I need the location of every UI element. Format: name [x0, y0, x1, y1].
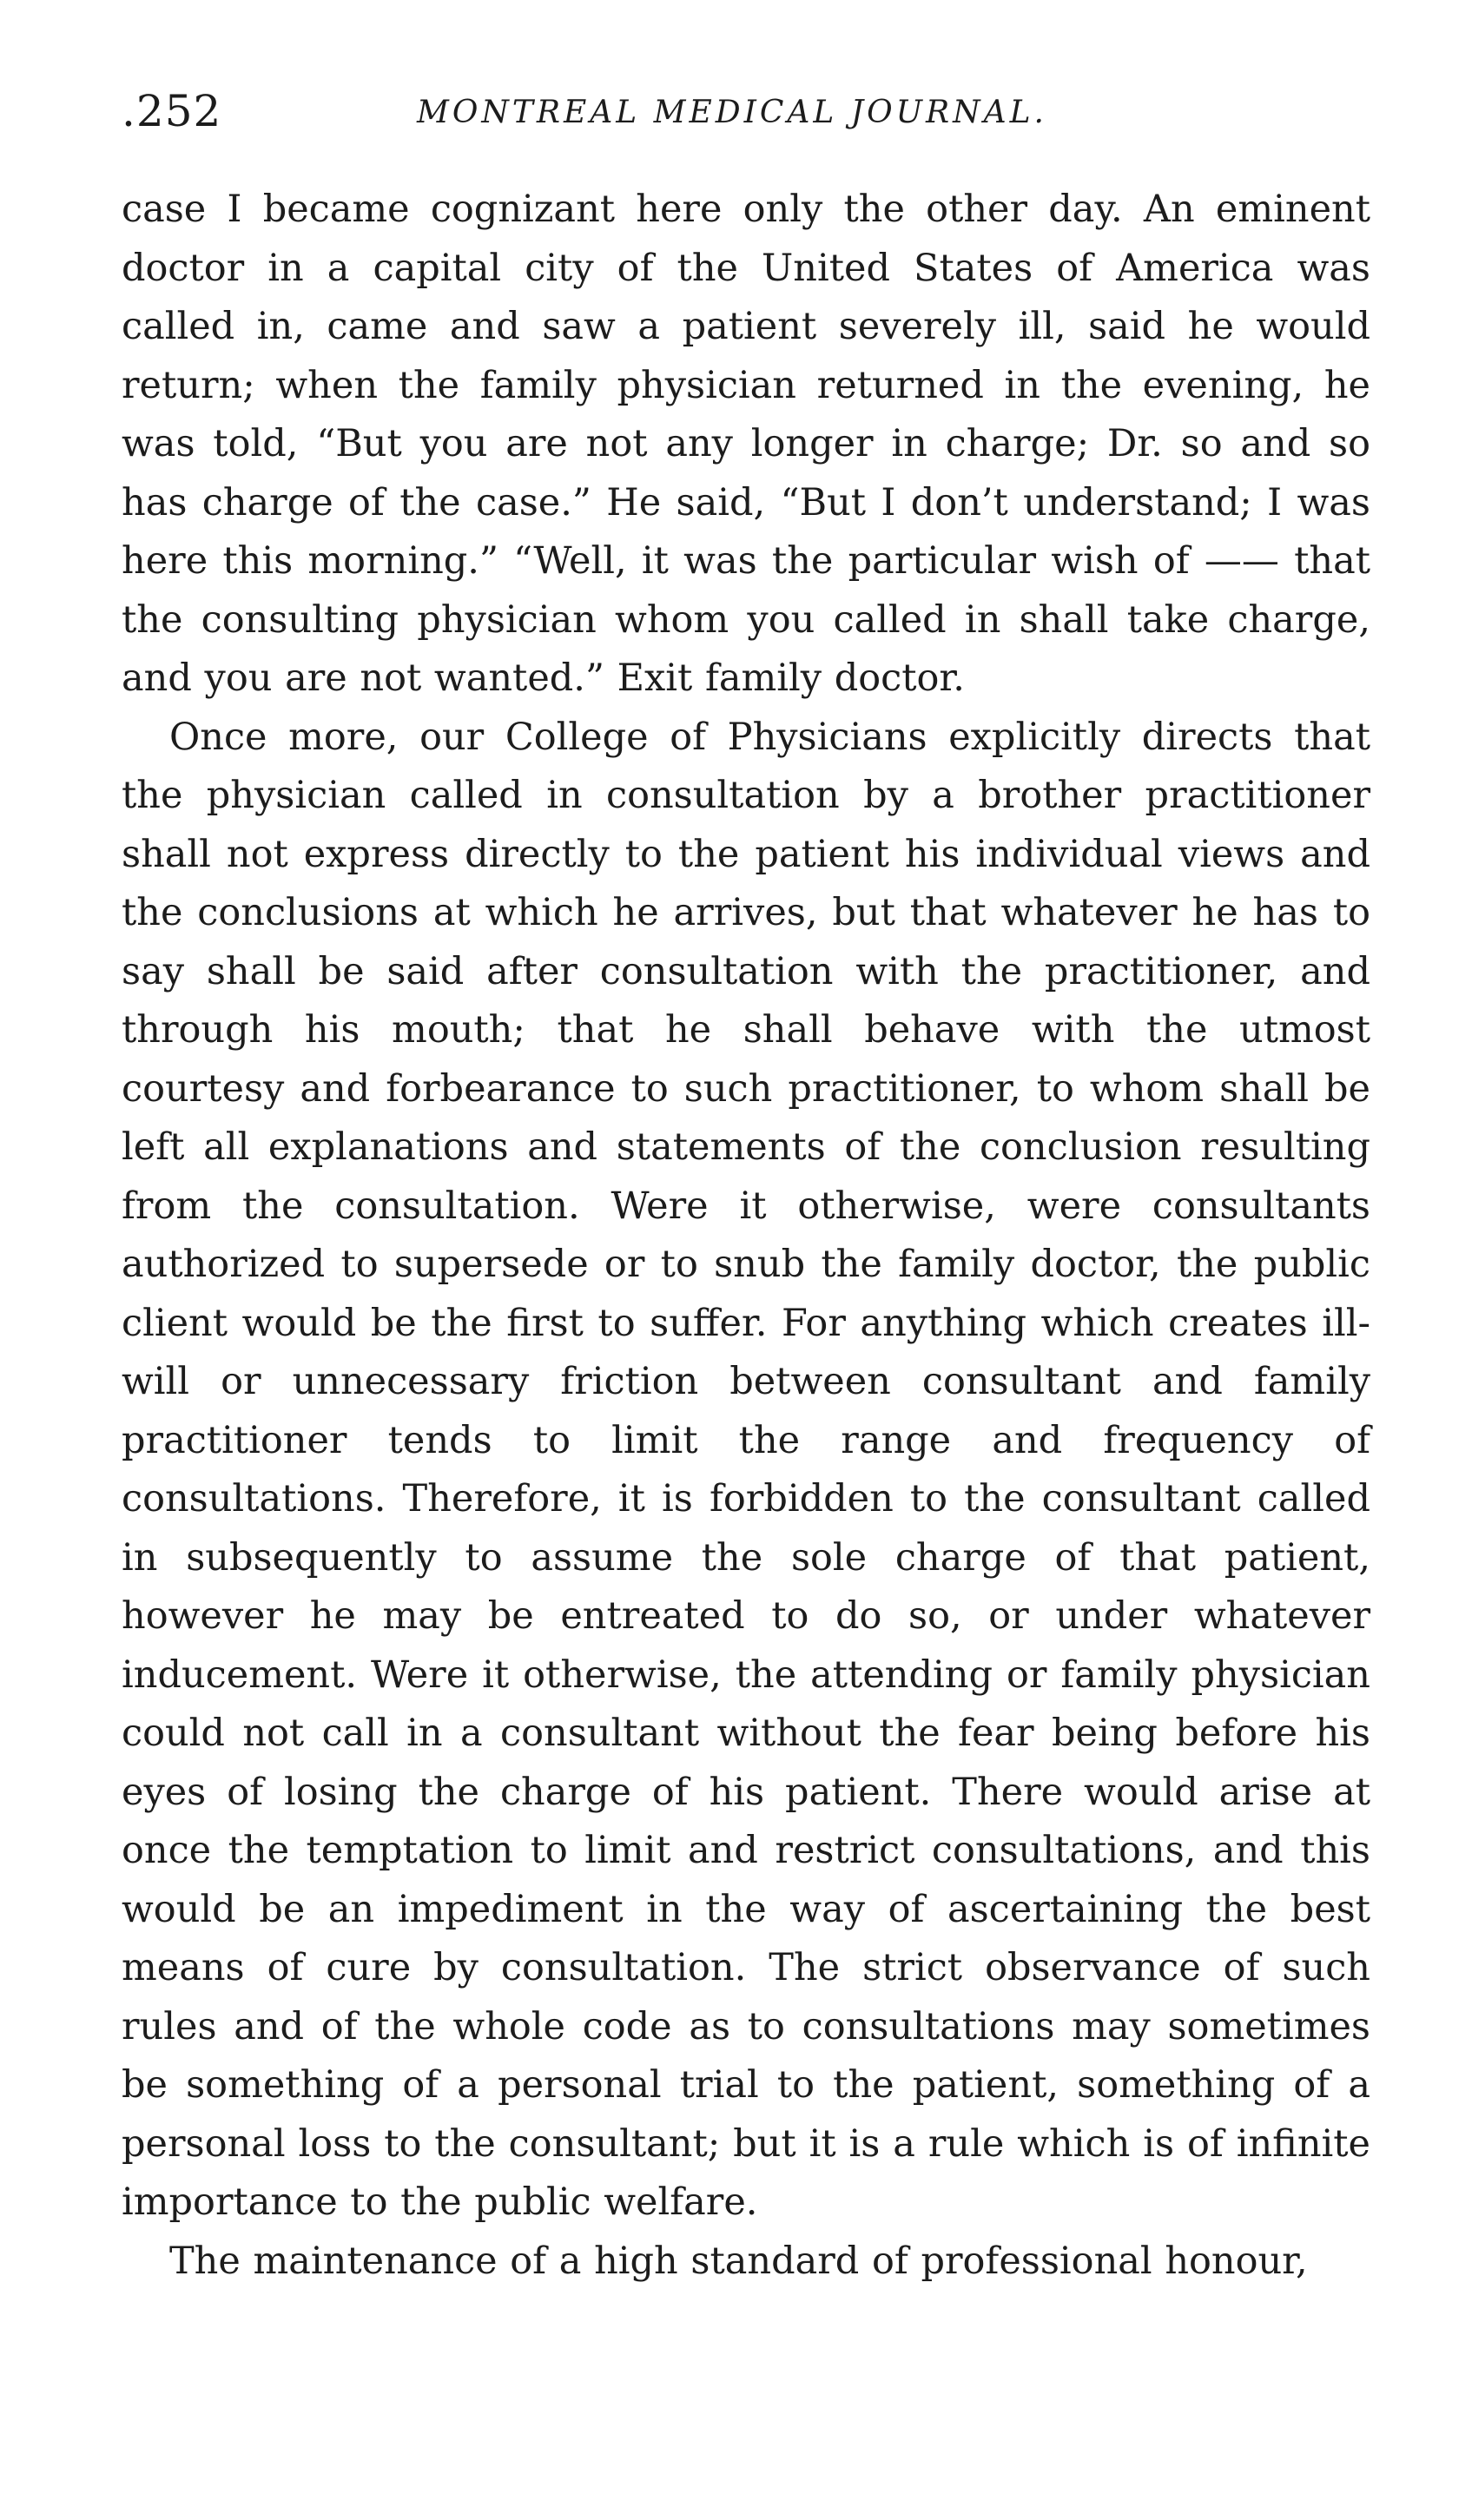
paragraph-continuation: case I became cognizant here only the other day. An eminent doctor in a capital city of the United States of America was called in, came and saw a patient severely ill, said he would return; when the family physician returned in the evening, he was told, “But you are not any longer in charge; Dr. so and so has charge of the case.” He said, “But I don’t understand; I was here this morning.” “Well, it was the particular wish of —— that the consulting physician whom you called in shall take charge, and you are not wanted.” Exit family doctor. — [122, 188, 1370, 700]
paragraph-professional-honour: The maintenance of a high standard of professional honour, — [169, 2239, 1308, 2283]
journal-title: MONTREAL MEDICAL JOURNAL. — [417, 95, 1047, 130]
page-number: .252 — [122, 86, 222, 136]
body-text — [122, 181, 1370, 2291]
paragraph-consultation-rules: Once more, our College of Physicians explicitly directs that the physician called in consultation by a brother practitioner shall not express directly to the patient his individual views and the conclusions at which he arrives, but that whatever he has to say shall be said after consultation with the practitioner, and through his mouth; that he shall behave with the utmost courtesy and forbearance to such practitioner, to whom shall be left all explanations and statements of the conclusion resulting from the consultation. Were it otherwise, were consultants authorized to supersede or to snub the family doctor, the public client would be the first to suffer. For anything which creates ill-will or unnecessary friction between consultant and family practitioner tends to limit the range and frequency of consultations. Therefore, it is forbidden to the consultant called in subsequently to assume the sole charge of that patient, however he may be entreated to do so, or under whatever inducement. Were it otherwise, the attending or family physician could not call in a consultant without the fear being before his eyes of losing the charge of his patient. There would arise at once the temptation to limit and restrict consultations, and this would be an impediment in the way of ascertaining the best means of cure by consultation. The strict observance of such rules and of the whole code as to consultations may sometimes be something of a personal trial to the patient, something of a personal loss to the consultant; but it is a rule which is of infinite importance to the public welfare. — [122, 715, 1370, 2224]
running-head — [122, 85, 1389, 137]
